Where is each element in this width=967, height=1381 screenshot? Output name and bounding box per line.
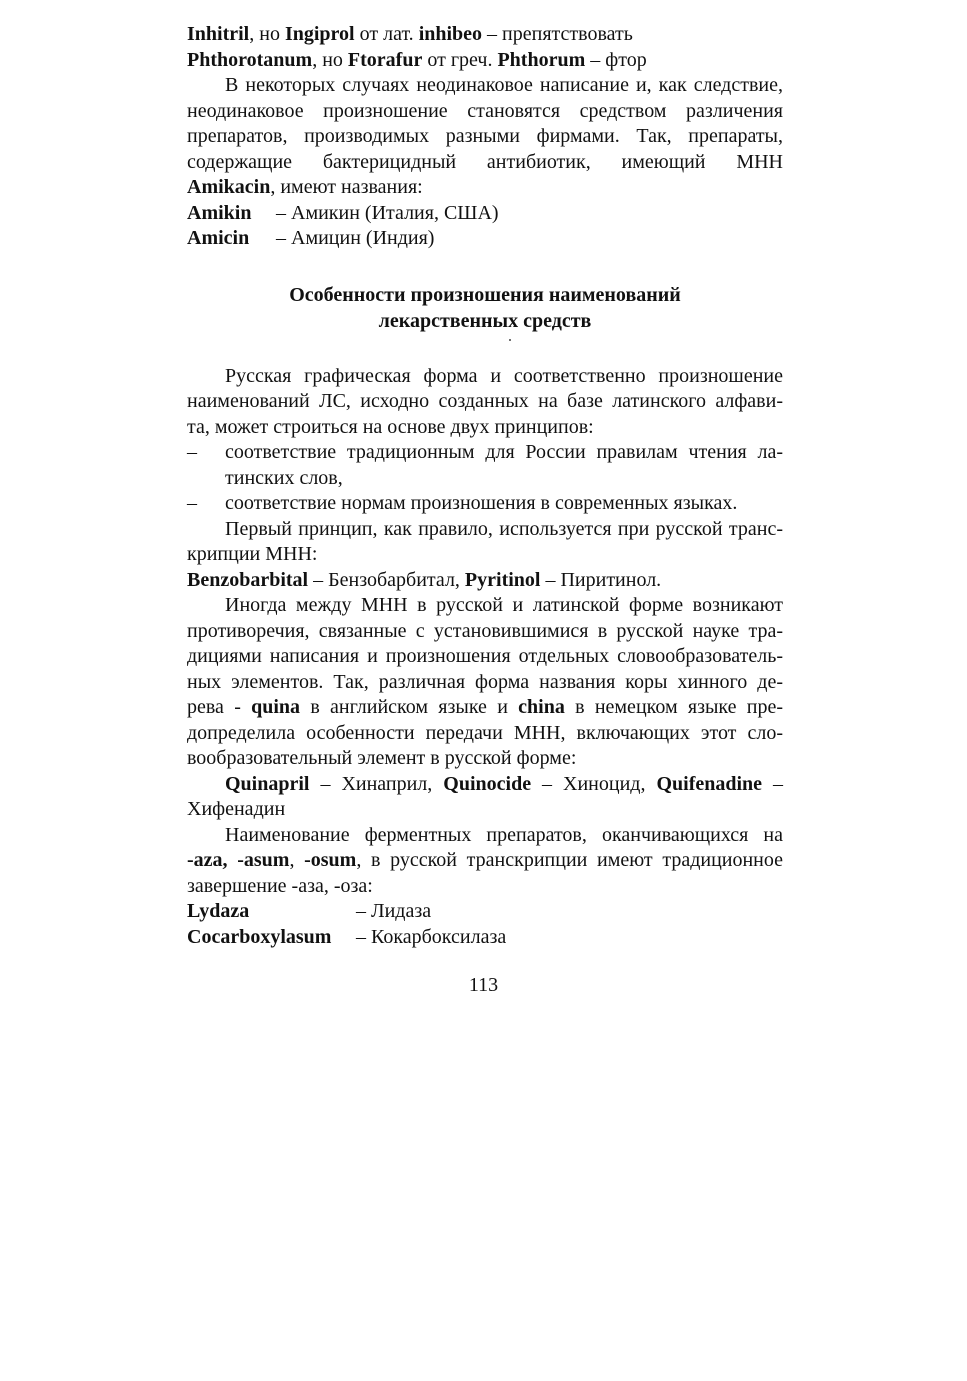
paragraph-line: препаратов, производимых разными фирмами. Так, препараты, bbox=[187, 125, 783, 147]
paragraph-line bbox=[187, 695, 783, 721]
text: – фтор bbox=[585, 48, 647, 71]
spacer bbox=[187, 252, 783, 282]
paragraph-line bbox=[187, 772, 783, 798]
suffix-osum: -osum bbox=[304, 849, 357, 871]
text: – Кокарбоксилаза bbox=[356, 925, 507, 948]
suffix-aza-asum: -aza, -asum bbox=[187, 849, 290, 871]
text: в английском языке и bbox=[300, 696, 519, 718]
name-pair bbox=[187, 899, 783, 925]
paragraph-line: Наименование ферментных препаратов, оканчивающихся на bbox=[225, 823, 783, 846]
paragraph-line: Первый принцип, как правило, используется при русской транс- bbox=[225, 517, 783, 540]
list-item bbox=[187, 440, 783, 491]
text: , в русской транскрипции имеют традиционное bbox=[356, 849, 784, 871]
text: – препятствовать bbox=[482, 23, 633, 45]
term-amicin: Amicin bbox=[187, 227, 250, 249]
paragraph-2 bbox=[187, 364, 783, 441]
intro-line-1 bbox=[187, 22, 783, 48]
term-amikin: Amikin bbox=[187, 201, 252, 224]
page-body bbox=[187, 22, 783, 950]
paragraph-line: содержащие бактерицидный антибиотик, имеющий МНН bbox=[187, 150, 783, 173]
section-heading bbox=[187, 282, 783, 334]
intro-line-2 bbox=[187, 48, 783, 74]
text: – Амикин (Италия, США) bbox=[271, 201, 499, 224]
term-phthorum: Phthorum bbox=[497, 48, 586, 71]
dash-marker: – bbox=[187, 492, 197, 514]
term-inhibeo: inhibeo bbox=[418, 23, 483, 45]
term-china: china bbox=[518, 696, 565, 718]
paragraph-line bbox=[187, 848, 783, 874]
page-number: 113 bbox=[468, 974, 499, 996]
text: – Хиноцид, bbox=[531, 772, 657, 795]
text: – Амицин (Индия) bbox=[271, 227, 435, 249]
paragraph-line: ных элементов. Так, различная форма названия коры хинного де- bbox=[187, 670, 783, 693]
text: , bbox=[289, 849, 305, 871]
print-speck bbox=[509, 339, 511, 341]
text: – Пиритинол. bbox=[540, 568, 662, 591]
list-item bbox=[187, 491, 783, 517]
list-item-text: тинских слов, bbox=[225, 466, 343, 489]
dash-marker: – bbox=[187, 441, 197, 463]
paragraph-line: дициями написания и произношения отдельных словообразователь- bbox=[187, 645, 783, 667]
amikacin-names bbox=[187, 201, 783, 252]
text: , имеют названия: bbox=[270, 176, 423, 198]
spacer bbox=[187, 334, 783, 364]
example-2 bbox=[187, 772, 783, 823]
term-benzobarbital: Benzobarbital bbox=[187, 568, 309, 591]
paragraph-line: В некоторых случаях неодинаковое написание и, как следствие, bbox=[225, 74, 783, 96]
term-ingiprol: Ingiprol bbox=[284, 23, 355, 45]
text: от греч. bbox=[422, 48, 498, 71]
paragraph-3 bbox=[187, 517, 783, 568]
term-cocarboxylasum: Cocarboxylasum bbox=[187, 925, 332, 948]
text: от лат. bbox=[354, 23, 419, 45]
term-ftorafur: Ftorafur bbox=[347, 48, 423, 71]
paragraph-line: та, может строиться на основе двух принципов: bbox=[187, 415, 594, 438]
paragraph-line: завершение -аза, -оза: bbox=[187, 874, 373, 897]
text: рева - bbox=[187, 696, 252, 718]
term-quina: quina bbox=[251, 696, 301, 718]
list-item-text: соответствие традиционным для России правилам чтения ла- bbox=[225, 441, 783, 463]
term-quinocide: Quinocide bbox=[443, 772, 532, 795]
text: , но bbox=[249, 23, 285, 45]
principles-list bbox=[187, 440, 783, 517]
paragraph-line: крипции МНН: bbox=[187, 543, 318, 565]
paragraph-line bbox=[187, 175, 783, 201]
paragraph-5 bbox=[187, 823, 783, 900]
paragraph-line: наименований ЛС, исходно созданных на базе латинского алфави- bbox=[187, 390, 783, 412]
text: – bbox=[762, 772, 784, 795]
paragraph-line: противоречия, связанные с установившимися в русской науке тра- bbox=[187, 619, 783, 642]
term-pyritinol: Pyritinol bbox=[464, 568, 541, 591]
heading-line: Особенности произношения наименований bbox=[289, 283, 681, 306]
paragraph-1 bbox=[187, 73, 783, 201]
enzyme-names bbox=[187, 899, 783, 950]
term-amikacin: Amikacin bbox=[187, 176, 271, 198]
paragraph-line: вообразовательный элемент в русской форме: bbox=[187, 747, 577, 769]
paragraph-line: допределила особенности передачи МНН, включающих этот сло- bbox=[187, 721, 783, 744]
paragraph-line: Русская графическая форма и соответственно произношение bbox=[225, 364, 783, 387]
text: в немецком языке пре- bbox=[564, 696, 784, 718]
example-line-1 bbox=[187, 568, 783, 594]
paragraph-line: Иногда между МНН в русской и латинской форме возникают bbox=[225, 594, 783, 616]
list-item-text: соответствие нормам произношения в современных языках. bbox=[225, 492, 738, 514]
text: , но bbox=[312, 48, 348, 71]
term-inhitril: Inhitril bbox=[187, 23, 250, 45]
name-pair bbox=[187, 201, 783, 227]
term-lydaza: Lydaza bbox=[187, 900, 250, 922]
text: – Лидаза bbox=[356, 900, 432, 922]
heading-line: лекарственных средств bbox=[378, 309, 592, 332]
term-quinapril: Quinapril bbox=[225, 772, 310, 795]
term-phthorotanum: Phthorotanum bbox=[187, 48, 313, 71]
paragraph-4 bbox=[187, 593, 783, 772]
paragraph-line: неодинаковое произношение становятся средством различения bbox=[187, 99, 783, 122]
name-pair bbox=[187, 925, 783, 951]
term-quifenadine: Quifenadine bbox=[656, 772, 763, 795]
paragraph-line: Хифенадин bbox=[187, 798, 286, 820]
name-pair bbox=[187, 226, 783, 252]
text: – Хинаприл, bbox=[309, 772, 444, 795]
text: – Бензобарбитал, bbox=[308, 568, 465, 591]
